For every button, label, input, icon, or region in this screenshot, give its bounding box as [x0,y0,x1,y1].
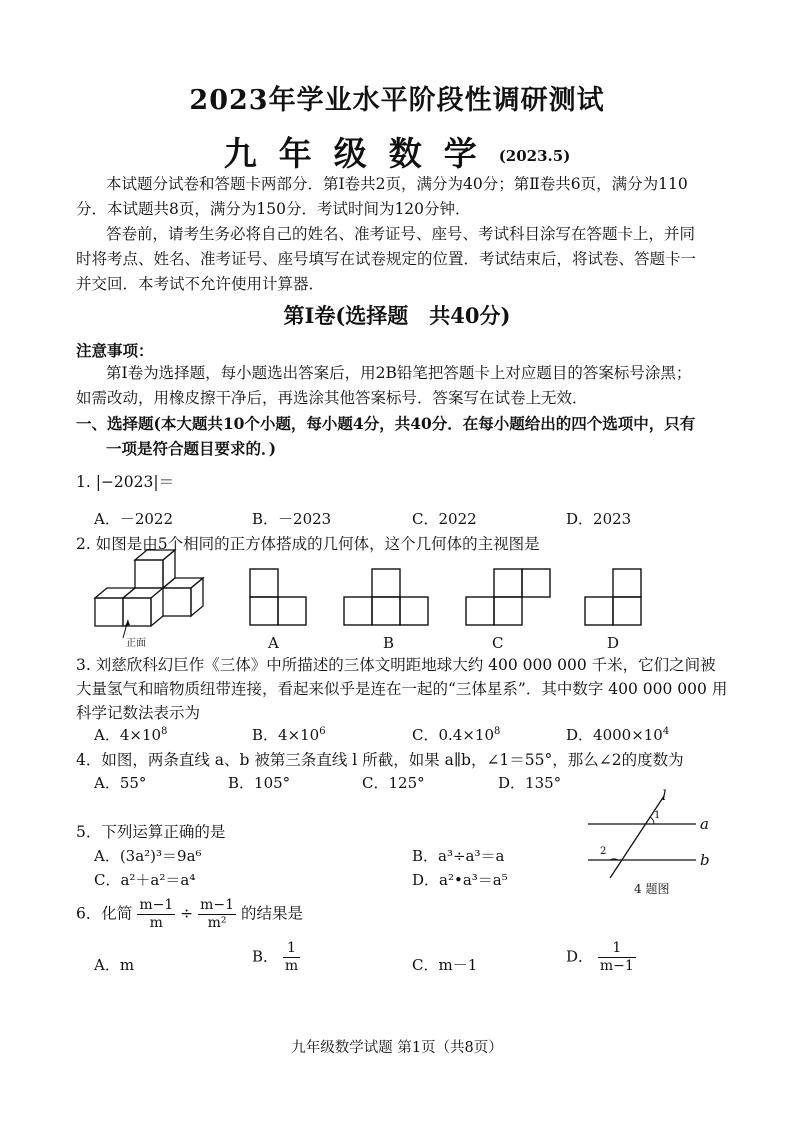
q2-front-label: 正面 [126,638,146,649]
q4-option-a: A．55° [94,774,147,792]
q5-option-c: C．a²＋a²＝a⁴ [94,871,196,889]
intro-line-3: 答卷前，请考生务必将自己的姓名、准考证号、座号、考试科目涂写在答题卡上，并同 [106,225,696,243]
page-footer: 九年级数学试题 第1页（共8页） [291,1040,503,1056]
q1-option-c: C．2022 [412,510,477,528]
subject-name: 九年级数学 [223,134,499,173]
q5-option-d: D．a²•a³＝a⁵ [412,871,508,889]
notice-line-2: 如需改动，用橡皮擦干净后，再选涂其他答案标号．答案写在试卷上无效． [76,389,588,407]
part1-instruction-1: 一、选择题(本大题共10个小题，每小题4分，共40分．在每小题给出的四个选项中，只有 [76,414,696,433]
notice-title: 注意事项： [76,341,154,360]
q4-angle-1-label: 1 [654,810,661,821]
intro-line-2: 分．本试题共8页，满分为150分．考试时间为120分钟． [76,200,471,218]
section-title: 第Ⅰ卷(选择题 共40分) [283,303,511,328]
q3-option-b: B．$4\times 10^6$ [252,726,326,744]
q2-option-c-figure [465,568,555,628]
q2-cube-figure [92,558,212,648]
q6-option-a: A．m [94,956,135,974]
q1-option-d: D．2023 [566,510,632,528]
q2-option-a-figure [249,568,309,628]
q6-option-b: B． $\frac{1}{m}$ [252,940,299,974]
q5-stem: 5．下列运算正确的是 [76,823,226,841]
q1-option-a: A．－2022 [94,510,174,528]
q4-stem: 4．如图，两条直线 a、b 被第三条直线 l 所截，如果 a∥b，∠1＝55°，那么∠2的度数为 [76,751,684,769]
q4-angle-2-label: 2 [600,846,607,857]
q3-line-2: 大量氢气和暗物质纽带连接，看起来似乎是连在一起的“三体星系”．其中数字 400 000 000 用 [76,680,728,698]
q4-figure-caption: 4 题图 [634,882,670,896]
q5-option-b: B．a³÷a³＝a [412,847,505,865]
q2-option-b-label: B [383,634,395,652]
q4-option-c: C．125° [362,774,425,792]
q6-stem: 6．化简 $\frac{m-1}{m}$ ÷ $\frac{m-1}{\text{m²}}$ 的结果是 [76,897,303,931]
q3-option-c: C．$0.4\times 10^8$ [412,726,501,744]
q3-option-d: D．$4000\times 10^4$ [566,726,670,744]
q2-option-d-figure [584,568,644,628]
q4-label-b: b [700,851,710,869]
subject-title [0,128,794,175]
q4-label-a: a [700,815,709,833]
q1-option-b: B．－2023 [252,510,332,528]
q4-option-d: D．135° [498,774,562,792]
q4-option-b: B．105° [228,774,291,792]
intro-line-5: 并交回．本考试不允许使用计算器． [76,275,325,293]
q3-line-1: 3. 刘慈欣科幻巨作《三体》中所描述的三体文明距地球大约 400 000 000 千米，它们之间被 [76,656,716,674]
q6-fraction-2: $\frac{m-1}{\text{m²}}$ [200,897,235,931]
notice-line-1: 第Ⅰ卷为选择题，每小题选出答案后，用2B铅笔把答题卡上对应题目的答案标号涂黑； [106,364,692,382]
exam-date: (2023.5) [498,147,571,165]
q2-stem: 2. 如图是由5个相同的正方体搭成的几何体，这个几何体的主视图是 [76,535,540,553]
q2-option-a-label: A [268,634,279,652]
q2-option-b-figure [343,568,433,628]
q2-option-c-label: C [492,634,504,652]
part1-instruction-2: 一项是符合题目要求的．) [106,439,277,458]
q6-fraction-1: $\frac{m-1}{m}$ [139,897,174,931]
q2-option-d-label: D [607,634,620,652]
q5-option-a: A．(3a²)³＝9a⁶ [94,847,202,865]
q1-stem: 1. |−2023|＝ [76,473,175,491]
q6-option-c: C．m－1 [412,956,478,974]
intro-line-4: 时将考点、姓名、准考证号、座号填写在试卷规定的位置．考试结束后，将试卷、答题卡一 [76,250,697,268]
q6-option-d: D． $\frac{1}{m-1}$ [566,940,634,974]
q3-option-a: A．$4\times 10^8$ [94,726,168,744]
q3-line-3: 科学记数法表示为 [76,704,201,722]
intro-line-1: 本试题分试卷和答题卡两部分．第Ⅰ卷共2页，满分为40分；第Ⅱ卷共6页，满分为110 [106,175,688,193]
q4-label-l: l [662,788,667,804]
q4-parallel-lines-figure [588,792,718,882]
exam-title: 2023年学业水平阶段性调研测试 [189,85,605,116]
